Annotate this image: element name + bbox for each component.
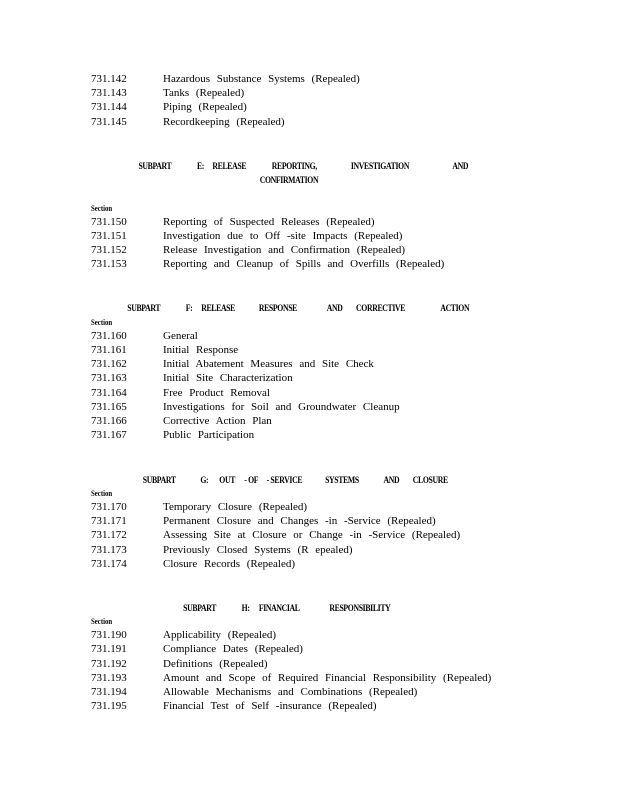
section-number: 731.191 [91, 643, 127, 655]
section-title: Definitions (Repealed) [163, 658, 268, 670]
section-number: 731.170 [91, 501, 127, 513]
section-title: Initial Response [163, 344, 239, 356]
section-number: 731.164 [91, 387, 127, 399]
section-label: Section [91, 204, 113, 213]
section-title: Permanent Closure and Changes -in -Service (Repealed) [163, 515, 436, 527]
section-number: 731.142 [91, 73, 127, 85]
section-title: Assessing Site at Closure or Change -in -Service (Repealed) [163, 529, 461, 541]
section-number: 731.145 [91, 116, 127, 128]
section-title: Initial Site Characterization [163, 372, 293, 384]
section-title: Financial Test of Self -insurance (Repealed) [163, 700, 377, 712]
section-title: Allowable Mechanisms and Combinations (Repealed) [163, 686, 418, 698]
section-title: Reporting and Cleanup of Spills and Overfills (Repealed) [163, 258, 445, 270]
section-title: Temporary Closure (Repealed) [163, 501, 308, 513]
section-title: Hazardous Substance Systems (Repealed) [163, 73, 360, 85]
section-number: 731.190 [91, 629, 127, 641]
section-number: 731.166 [91, 415, 127, 427]
section-number: 731.160 [91, 330, 127, 342]
section-title: Investigations for Soil and Groundwater Cleanup [163, 401, 400, 413]
section-title: Public Participation [163, 429, 255, 441]
section-number: 731.152 [91, 244, 127, 256]
section-number: 731.195 [91, 700, 127, 712]
section-title: Previously Closed Systems (R epealed) [163, 544, 353, 556]
section-title: Compliance Dates (Repealed) [163, 643, 303, 655]
section-title: Free Product Removal [163, 387, 270, 399]
section-number: 731.167 [91, 429, 127, 441]
section-title: Recordkeeping (Repealed) [163, 116, 285, 128]
section-number: 731.162 [91, 358, 127, 370]
section-number: 731.144 [91, 101, 127, 113]
section-number: 731.151 [91, 230, 127, 242]
section-number: 731.150 [91, 216, 127, 228]
section-title: General [163, 330, 198, 342]
section-number: 731.194 [91, 686, 127, 698]
section-title: Closure Records (Repealed) [163, 558, 296, 570]
section-title: Corrective Action Plan [163, 415, 272, 427]
section-label: Section [91, 617, 113, 626]
section-number: 731.163 [91, 372, 127, 384]
section-number: 731.143 [91, 87, 127, 99]
section-title: Reporting of Suspected Releases (Repealed) [163, 216, 375, 228]
section-label: Section [91, 489, 113, 498]
section-number: 731.153 [91, 258, 127, 270]
section-number: 731.171 [91, 515, 127, 527]
section-title: Applicability (Repealed) [163, 629, 277, 641]
section-title: Piping (Repealed) [163, 101, 247, 113]
section-number: 731.192 [91, 658, 127, 670]
section-number: 731.161 [91, 344, 127, 356]
section-number: 731.172 [91, 529, 127, 541]
section-title: Release Investigation and Confirmation (Repealed) [163, 244, 406, 256]
section-title: Initial Abatement Measures and Site Check [163, 358, 374, 370]
section-number: 731.174 [91, 558, 127, 570]
section-number: 731.173 [91, 544, 127, 556]
section-number: 731.193 [91, 672, 127, 684]
section-title: Amount and Scope of Required Financial Responsibility (Repealed) [163, 672, 492, 684]
section-title: Tanks (Repealed) [163, 87, 245, 99]
section-title: Investigation due to Off -site Impacts (Repealed) [163, 230, 403, 242]
section-label: Section [91, 318, 113, 327]
section-number: 731.165 [91, 401, 127, 413]
